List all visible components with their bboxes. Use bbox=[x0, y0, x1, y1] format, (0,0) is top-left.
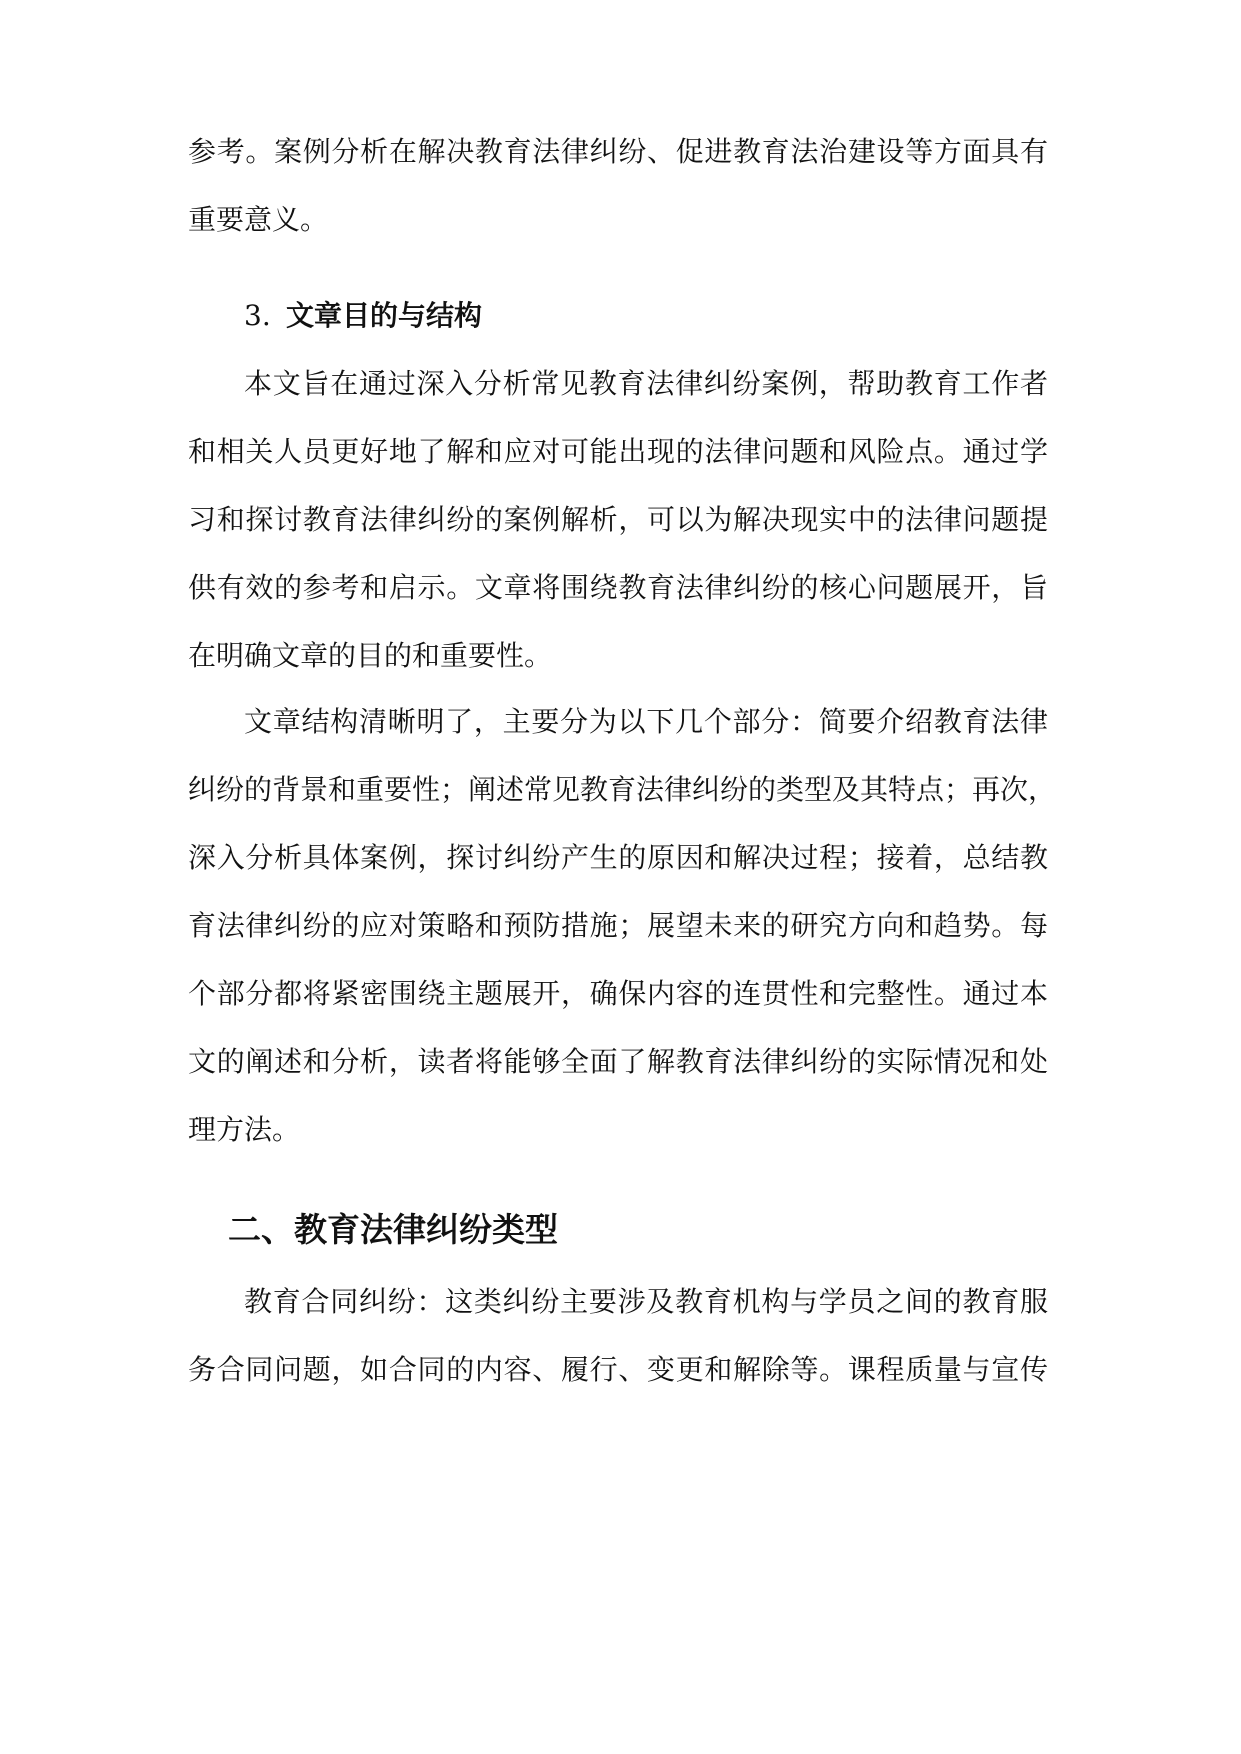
paragraph-line: 育法律纠纷的应对策略和预防措施；展望未来的研究方向和趋势。每 bbox=[188, 909, 1048, 942]
paragraph-line: 理方法。 bbox=[188, 1113, 301, 1146]
paragraph-line: 习和探讨教育法律纠纷的案例解析，可以为解决现实中的法律问题提 bbox=[188, 503, 1048, 536]
paragraph-line: 和相关人员更好地了解和应对可能出现的法律问题和风险点。通过学 bbox=[188, 435, 1048, 468]
paragraph-line: 文章结构清晰明了，主要分为以下几个部分：简要介绍教育法律 bbox=[244, 705, 1048, 738]
section-number: 3. bbox=[244, 299, 271, 332]
section-heading-2: 二、教育法律纠纷类型 bbox=[228, 1210, 558, 1249]
paragraph-line: 文的阐述和分析，读者将能够全面了解教育法律纠纷的实际情况和处 bbox=[188, 1045, 1048, 1078]
paragraph-line: 供有效的参考和启示。文章将围绕教育法律纠纷的核心问题展开，旨 bbox=[188, 571, 1048, 604]
paragraph-line: 纠纷的背景和重要性；阐述常见教育法律纠纷的类型及其特点；再次， bbox=[188, 773, 1057, 806]
section-title: 文章目的与结构 bbox=[286, 299, 483, 332]
paragraph-line: 个部分都将紧密围绕主题展开，确保内容的连贯性和完整性。通过本 bbox=[188, 977, 1048, 1010]
paragraph-line: 本文旨在通过深入分析常见教育法律纠纷案例，帮助教育工作者 bbox=[244, 367, 1048, 400]
paragraph-line: 务合同问题，如合同的内容、履行、变更和解除等。课程质量与宣传 bbox=[188, 1353, 1048, 1386]
paragraph-line: 深入分析具体案例，探讨纠纷产生的原因和解决过程；接着，总结教 bbox=[188, 841, 1048, 874]
paragraph-line: 重要意义。 bbox=[188, 203, 329, 236]
paragraph-line: 教育合同纠纷：这类纠纷主要涉及教育机构与学员之间的教育服 bbox=[244, 1285, 1048, 1318]
paragraph-line: 参考。案例分析在解决教育法律纠纷、促进教育法治建设等方面具有 bbox=[188, 135, 1048, 168]
section-heading-3 bbox=[244, 296, 482, 336]
paragraph-line: 在明确文章的目的和重要性。 bbox=[188, 639, 553, 672]
